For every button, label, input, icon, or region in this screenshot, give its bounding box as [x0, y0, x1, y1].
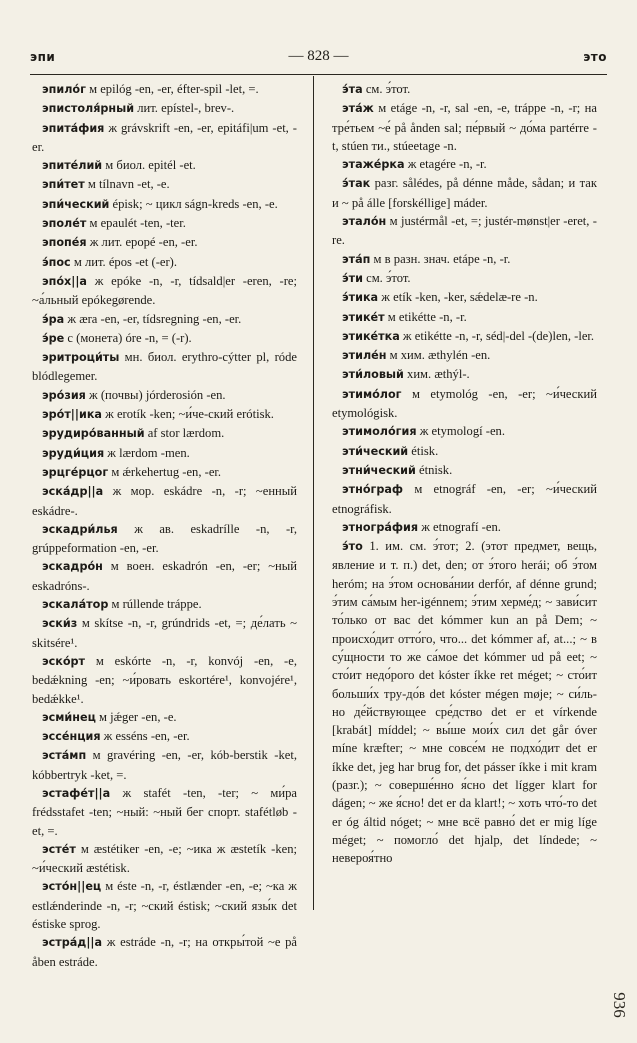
entry-headword: эти́ческий: [342, 444, 409, 458]
entry-definition: étnisk.: [415, 462, 453, 477]
header-right-guideword: это: [583, 50, 607, 64]
entry-definition: м tílnavn -et, -e.: [84, 177, 170, 192]
dictionary-entry: [332, 422, 597, 441]
entry-definition: м хим. æthylén -en.: [386, 348, 491, 363]
entry-definition: м etymológ -en, -er; ~и́ческий etymológisk.: [332, 386, 597, 421]
entry-definition: étisk.: [408, 443, 439, 458]
page-header: [30, 48, 607, 68]
entry-definition: см. э́тот.: [362, 270, 411, 285]
entry-definition: м etáge -n, -r, sal -en, -e, tráppe -n, -r; на тре́тьем ~е́ på ånden sal; пе́рвый ~ до́ма partérre -t, stúen ти., stúeetage -n.: [332, 101, 597, 153]
entry-definition: 1. им. см. э́тот; 2. (этот предмет, вещь, явление и т. п.) det, den; от э́того herái; об э́том heróm; на э́том основа́нии derfór, af dénne grund; э́тим са́мым her-igénnem; э́тим херме́д; ~ зави́сит то́лько от вас det kómmer kun an på Dem; ~ происхо́дит отто́го, что... det kómmer af, at...; ~ в су́щности то же са́мое det kómmer ud på eet; ~ сто́ит недо́рого det kóster íkke ret méget; ~ сто́ит больши́х тру-до́в det kóster mégen møje; ~ си́ль-но де́йствующее сре́дство det er et vírkende [krabát] míddel; ~ вы́ше мои́х сил det går óver míne kræfter; ~ мне совсе́м не подхо́дит det er íkke det, jeg har brug for, det pásser íkke i mit kram (разг.); ~ соверше́нно я́сно det lígger klart for dágen; ~ же я́сно! det er da klart!; ~ хоть что́-то det er óg áltid nóget; ~ мне всё равно́ det er mig líge méget; ~ помогло́ det hjalp, det líndede; ~ невероя́тно: [332, 539, 597, 866]
dictionary-entry: [332, 174, 597, 212]
entry-headword: эро́зия: [42, 388, 86, 402]
entry-headword: э́ти: [342, 271, 363, 285]
entry-headword: эпи́ческий: [42, 197, 110, 211]
entry-headword: этно́граф: [342, 483, 404, 497]
left-column: [32, 80, 297, 971]
dictionary-entry: [32, 746, 297, 784]
dictionary-entry: [32, 520, 297, 558]
entry-definition: м epaulét -ten, -ter.: [86, 216, 186, 231]
entry-headword: э́тика: [342, 291, 379, 305]
entry-headword: эта́ж: [342, 102, 374, 116]
dictionary-entry: [32, 614, 297, 652]
dictionary-entry: [32, 595, 297, 614]
entry-headword: этало́н: [342, 215, 387, 229]
dictionary-entry: [32, 463, 297, 482]
dictionary-entry: [32, 557, 297, 595]
dictionary-entry: [332, 212, 597, 250]
dictionary-entry: [332, 518, 597, 537]
dictionary-entry: [32, 386, 297, 405]
entry-definition: м skítse -n, -r, grúndrids -et, =; де́лать ~ skitsére¹.: [32, 616, 297, 650]
dictionary-entry: [332, 480, 597, 518]
dictionary-entry: [32, 482, 297, 520]
entry-headword: этни́ческий: [342, 463, 416, 477]
entry-headword: эпита́фия: [42, 121, 105, 135]
entry-definition: с (монета) óre -n, = (-r).: [64, 330, 192, 345]
entry-definition: ж lærdom -men.: [104, 445, 190, 460]
entry-definition: лит. epístel-, brev-.: [134, 101, 235, 116]
entry-headword: эстафе́т||а: [42, 786, 111, 800]
entry-definition: м etikétte -n, -r.: [384, 309, 467, 324]
dictionary-entry: [32, 652, 297, 708]
entry-definition: м gravéring -en, -er, kób-berstik -ket, kóbbertryk -ket, =.: [32, 748, 297, 782]
entry-headword: эро́т||ика: [42, 408, 102, 422]
entry-definition: м jǽger -en, -e.: [95, 709, 177, 724]
dictionary-entry: [32, 214, 297, 233]
dictionary-entry: [32, 444, 297, 463]
dictionary-entry: [32, 253, 297, 272]
entry-headword: эсто́н||ец: [42, 880, 102, 894]
dictionary-entry: [332, 537, 597, 867]
entry-definition: ж epóke -n, -r, tídsald|er -eren, -re; ~а́льный epókegørende.: [32, 273, 297, 308]
dictionary-entry: [32, 233, 297, 252]
entry-definition: хим. æthýl-.: [403, 367, 470, 382]
entry-headword: эстра́д||а: [42, 936, 103, 950]
dictionary-entry: [332, 327, 597, 346]
entry-headword: эско́рт: [42, 654, 86, 668]
entry-definition: м epilóg -en, -er, éfter-spil -let, =.: [85, 82, 259, 96]
entry-headword: эпи́тет: [42, 178, 85, 192]
dictionary-entry: [332, 250, 597, 269]
entry-definition: ж stafét -ten, -ter; ~ ми́ра frédsstafet -ten; ~ный: ~ный бег спорт. stafétløb -et, =.: [32, 785, 297, 838]
dictionary-entry: [332, 99, 597, 155]
dictionary-entry: [32, 195, 297, 214]
dictionary-entry: [332, 288, 597, 307]
entry-definition: м воен. eskadrón -en, -er; ~ный eskadróns-.: [32, 559, 297, 593]
entry-headword: этиле́н: [342, 349, 387, 363]
dictionary-entry: [32, 840, 297, 878]
entry-headword: эскадро́н: [42, 560, 103, 574]
dictionary-entry: [332, 442, 597, 461]
entry-definition: ж erotík -ken; ~и́че-ский erótisk.: [101, 407, 274, 422]
dictionary-entry: [32, 877, 297, 933]
entry-definition: м в разн. знач. etápe -n, -r.: [370, 251, 511, 266]
entry-definition: ж etnografí -en.: [418, 519, 501, 534]
entry-headword: эполе́т: [42, 217, 87, 231]
entry-headword: эскадри́лья: [42, 522, 118, 536]
dictionary-entry: [32, 329, 297, 348]
dictionary-entry: [32, 99, 297, 118]
entry-definition: м æstétiker -en, -e; ~ика ж æstetík -ken; ~и́ческий æstétisk.: [32, 841, 297, 876]
entry-headword: эпистоля́рный: [42, 102, 135, 116]
dictionary-entry: [32, 348, 297, 386]
header-left-guideword: эпи: [30, 50, 56, 64]
entry-definition: м rúllende tráppe.: [108, 597, 202, 612]
margin-stamp: 936: [609, 992, 629, 1018]
entry-headword: этногра́фия: [342, 520, 419, 534]
entry-headword: эста́мп: [42, 749, 87, 763]
entry-headword: э́та: [342, 83, 363, 96]
dictionary-entry: [32, 175, 297, 194]
entry-definition: épisk; ~ цикл ságn-kreds -en, -e.: [109, 196, 278, 211]
entry-headword: этимо́лог: [342, 387, 402, 401]
entry-definition: ж ав. eskadrílle -n, -r, grúppeformation -en, -er.: [32, 521, 297, 556]
entry-headword: этаже́рка: [342, 158, 405, 172]
page-number: — 828 —: [288, 48, 349, 64]
entry-definition: разг. sålédes, på dénne måde, sådan; и так и ~ på álle [forskéllige] máder.: [332, 176, 597, 210]
entry-headword: эска́др||а: [42, 485, 104, 499]
entry-definition: ж esséns -en, -er.: [100, 729, 190, 744]
entry-headword: э́ре: [42, 331, 65, 345]
entry-headword: э́ра: [42, 312, 65, 326]
entry-headword: эссе́нция: [42, 730, 101, 744]
dictionary-entry: [32, 424, 297, 443]
entry-definition: м eskórte -n, -r, konvój -en, -e, bedǽkning -en; ~и́ровать eskortére¹, konvojére¹, bedǽkke¹.: [32, 653, 297, 706]
entry-definition: см. э́тот.: [362, 82, 411, 96]
dictionary-entry: [32, 80, 297, 99]
entry-definition: м биол. epitél -et.: [102, 158, 196, 173]
entry-definition: м лит. épos -et (-er).: [70, 254, 178, 269]
dictionary-entry: [332, 385, 597, 423]
dictionary-entry: [32, 272, 297, 310]
entry-headword: этике́т: [342, 310, 385, 324]
dictionary-entry: [332, 365, 597, 384]
dictionary-entry: [332, 80, 597, 99]
entry-headword: эрудиро́ванный: [42, 427, 145, 441]
entry-headword: эруди́ция: [42, 446, 105, 460]
dictionary-entry: [32, 784, 297, 840]
entry-definition: мн. биол. erythro-cýtter pl, róde blódlegemer.: [32, 350, 297, 384]
entry-headword: эта́п: [342, 252, 371, 266]
entry-definition: ж æra -en, -er, tídsregning -en, -er.: [64, 311, 242, 326]
dictionary-entry: [332, 346, 597, 365]
dictionary-entry: [32, 119, 297, 157]
dictionary-entry: [32, 405, 297, 424]
entry-definition: м ǽrkehertug -en, -er.: [108, 464, 222, 479]
entry-headword: эски́з: [42, 617, 78, 631]
entry-definition: ж grávskrift -en, -er, epitáfi|um -et, -er.: [32, 120, 297, 154]
entry-definition: ж etík -ken, -ker, sǽdelæ-re -n.: [378, 290, 538, 305]
entry-headword: эритроци́ты: [42, 351, 120, 365]
entry-headword: эпо́х||а: [42, 274, 87, 288]
entry-definition: af stor lærdom.: [144, 426, 225, 441]
entry-headword: этике́тка: [342, 329, 400, 343]
entry-headword: эти́ловый: [342, 368, 404, 382]
entry-headword: эпите́лий: [42, 159, 103, 173]
dictionary-entry: [332, 308, 597, 327]
entry-definition: ж etymologí -en.: [416, 424, 505, 439]
entry-headword: э́так: [342, 177, 371, 191]
entry-headword: э́то: [342, 540, 363, 554]
entry-headword: эрцге́рцог: [42, 465, 109, 479]
dictionary-entry: [32, 156, 297, 175]
column-divider: [313, 76, 314, 910]
entry-headword: э́пос: [42, 255, 71, 269]
entry-headword: эсте́т: [42, 842, 76, 856]
dictionary-entry: [32, 310, 297, 329]
entry-definition: ж лит. epopé -en, -er.: [86, 235, 198, 250]
entry-headword: эпопе́я: [42, 236, 87, 250]
entry-definition: ж estráde -n, -r; на откры́той ~е på åben estráde.: [32, 935, 297, 969]
entry-definition: ж (почвы) jórderosión -en.: [85, 387, 226, 402]
header-rule: [30, 74, 607, 75]
entry-headword: эсми́нец: [42, 710, 96, 724]
dictionary-entry: [332, 461, 597, 480]
entry-headword: этимоло́гия: [342, 425, 417, 439]
dictionary-entry: [32, 727, 297, 746]
right-column: [332, 80, 597, 867]
entry-definition: ж мор. eskádre -n, -r; ~енный eskádre-.: [32, 484, 297, 518]
entry-definition: м etnográf -en, -er; ~и́ческий etnográfisk.: [332, 482, 597, 516]
entry-definition: м éste -n, -r, éstlænder -en, -e; ~ка ж estlǽnderinde -n, -r; ~ский éstisk; ~ский язы́к det éstiske sprog.: [32, 879, 297, 932]
entry-definition: м justérmål -et, =; justér-mønst|er -eret, -re.: [332, 214, 597, 248]
entry-headword: эскала́тор: [42, 598, 109, 612]
entry-definition: ж etikétte -n, -r, séd|-del -(de)len, -ler.: [399, 328, 595, 343]
entry-definition: ж etagére -n, -r.: [404, 157, 487, 172]
dictionary-entry: [32, 708, 297, 727]
dictionary-entry: [332, 155, 597, 174]
entry-headword: эпило́г: [42, 83, 86, 96]
dictionary-entry: [32, 933, 297, 971]
dictionary-entry: [332, 269, 597, 288]
